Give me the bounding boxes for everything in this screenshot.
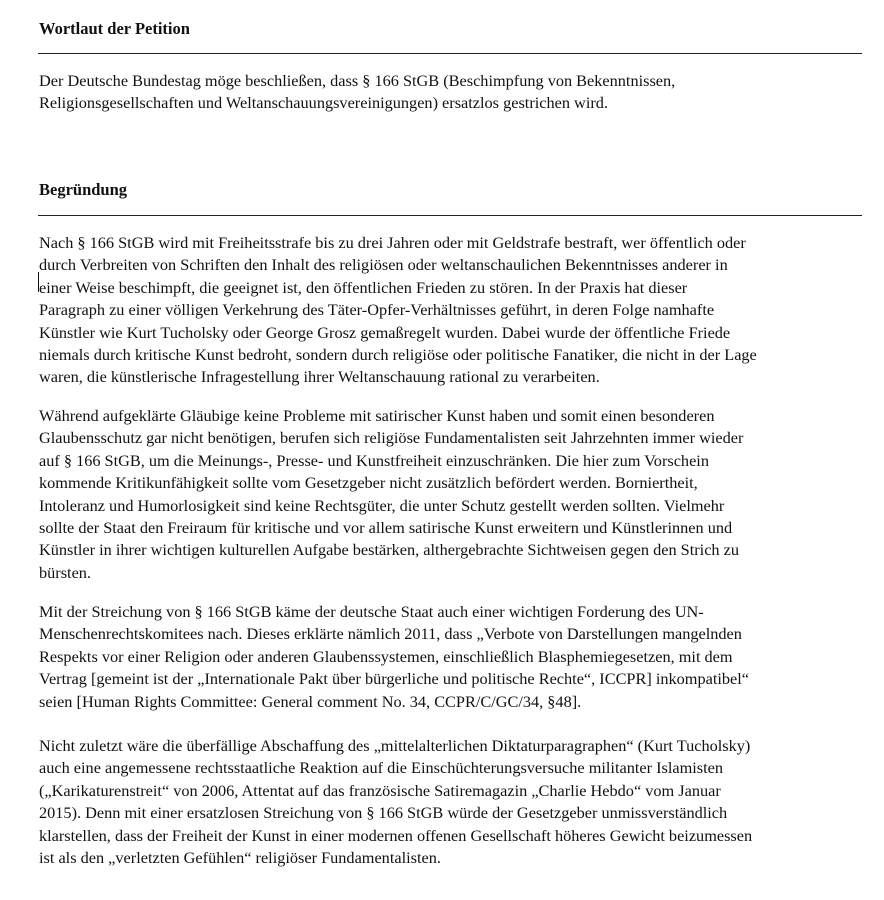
text-line: Künstler wie Kurt Tucholsky oder George Grosz gemaßregelt wurden. Dabei wurde der öffentliche Friede xyxy=(39,322,731,342)
text-line: ist als den „verletzten Gefühlen“ religiöser Fundamentalisten. xyxy=(39,848,441,868)
reasoning-heading: Begründung xyxy=(39,180,128,199)
text-line: kommende Kritikunfähigkeit sollte vom Gesetzgeber nicht zusätzlich befördert werden. Borniertheit, xyxy=(39,473,698,493)
text-line: Der Deutsche Bundestag möge beschließen, dass § 166 StGB (Beschimpfung von Bekenntnissen, xyxy=(39,71,676,90)
text-line: Paragraph zu einer völligen Verkehrung des Täter-Opfer-Verhältnisses geführt, in deren Folge namhafte xyxy=(39,300,715,320)
text-line: bürsten. xyxy=(39,562,91,582)
text-line: sollte der Staat den Freiraum für kritische und vor allem satirische Kunst erweitern und Künstlerinnen und xyxy=(39,518,733,538)
text-line: 2015). Denn mit einer ersatzlosen Streichung von § 166 StGB würde der Gesetzgeber unmissverständlich xyxy=(39,803,728,823)
text-line: („Karikaturenstreit“ von 2006, Attentat auf das französische Satiremagazin „Charlie Hebdo“ vom Januar xyxy=(39,780,721,800)
text-line: seien [Human Rights Committee: General comment No. 34, CCPR/C/GC/34, §48]. xyxy=(39,691,582,711)
text-line: Menschenrechtskomitees nach. Dieses erklärte nämlich 2011, dass „Verbote von Darstellungen mangelnden xyxy=(39,624,742,644)
text-line: Nach § 166 StGB wird mit Freiheitsstrafe bis zu drei Jahren oder mit Geldstrafe bestraft, wer öffentlich oder xyxy=(39,233,746,252)
petition-text[interactable] xyxy=(39,70,863,115)
text-line: Glaubensschutz gar nicht benötigen, berufen sich religiöse Fundamentalisten seit Jahrzehnten immer wieder xyxy=(39,428,744,448)
text-line: Respekts vor einer Religion oder anderen Glaubenssystemen, einschließlich Blasphemiegesetzen, mit dem xyxy=(39,646,733,666)
text-line: klarstellen, dass der Freiheit der Kunst in einer modernen offenen Gesellschaft höheres Gewicht beizumessen xyxy=(39,825,753,845)
petition-heading: Wortlaut der Petition xyxy=(39,19,190,38)
text-line: Künstler in ihrer wichtigen kulturellen Aufgabe bestärken, althergebrachte Sichtweisen gegen den Strich zu xyxy=(39,540,740,560)
reasoning-paragraph-3[interactable] xyxy=(39,601,863,713)
text-line: Religionsgesellschaften und Weltanschauungsvereinigungen) ersatzlos gestrichen wird. xyxy=(39,93,608,113)
reasoning-paragraph-4[interactable] xyxy=(39,735,863,869)
text-line: Während aufgeklärte Gläubige keine Probleme mit satirischer Kunst haben und somit einen besonderen xyxy=(39,406,715,425)
text-cursor xyxy=(38,272,39,292)
text-line: Mit der Streichung von § 166 StGB käme der deutsche Staat auch einer wichtigen Forderung des UN- xyxy=(39,602,704,621)
text-line: niemals durch kritische Kunst bedroht, sondern durch religiöse oder politische Fanatiker, die nicht in der Lage xyxy=(39,345,757,365)
divider xyxy=(38,215,862,216)
text-line: auf § 166 StGB, um die Meinungs-, Presse- und Kunstfreiheit einzuschränken. Die hier zum Vorschein xyxy=(39,450,709,470)
text-line: Vertrag [gemeint ist der „Internationale Pakt über bürgerliche und politische Rechte“, ICCPR] inkompatibel“ xyxy=(39,669,749,689)
text-line: auch eine angemessene rechtsstaatliche Reaktion auf die Einschüchterungsversuche militanter Islamisten xyxy=(39,758,724,778)
divider xyxy=(38,53,862,54)
text-line: durch Verbreiten von Schriften den Inhalt des religiösen oder weltanschaulichen Bekenntnisses anderer in xyxy=(39,255,728,275)
reasoning-paragraph-2[interactable] xyxy=(39,405,863,584)
text-line: Intoleranz und Humorlosigkeit sind keine Rechtsgüter, die unter Schutz gestellt werden sollten. Vielmehr xyxy=(39,495,725,515)
reasoning-paragraph-1[interactable] xyxy=(39,232,863,389)
text-line: Nicht zuletzt wäre die überfällige Abschaffung des „mittelalterlichen Diktaturparagraphen“ (Kurt Tucholsky) xyxy=(39,736,751,755)
text-line: waren, die künstlerische Infragestellung ihrer Weltanschauung rational zu verarbeiten. xyxy=(39,367,600,387)
text-line: einer Weise beschimpft, die geeignet ist, den öffentlichen Frieden zu stören. In der Praxis hat dieser xyxy=(39,277,688,297)
